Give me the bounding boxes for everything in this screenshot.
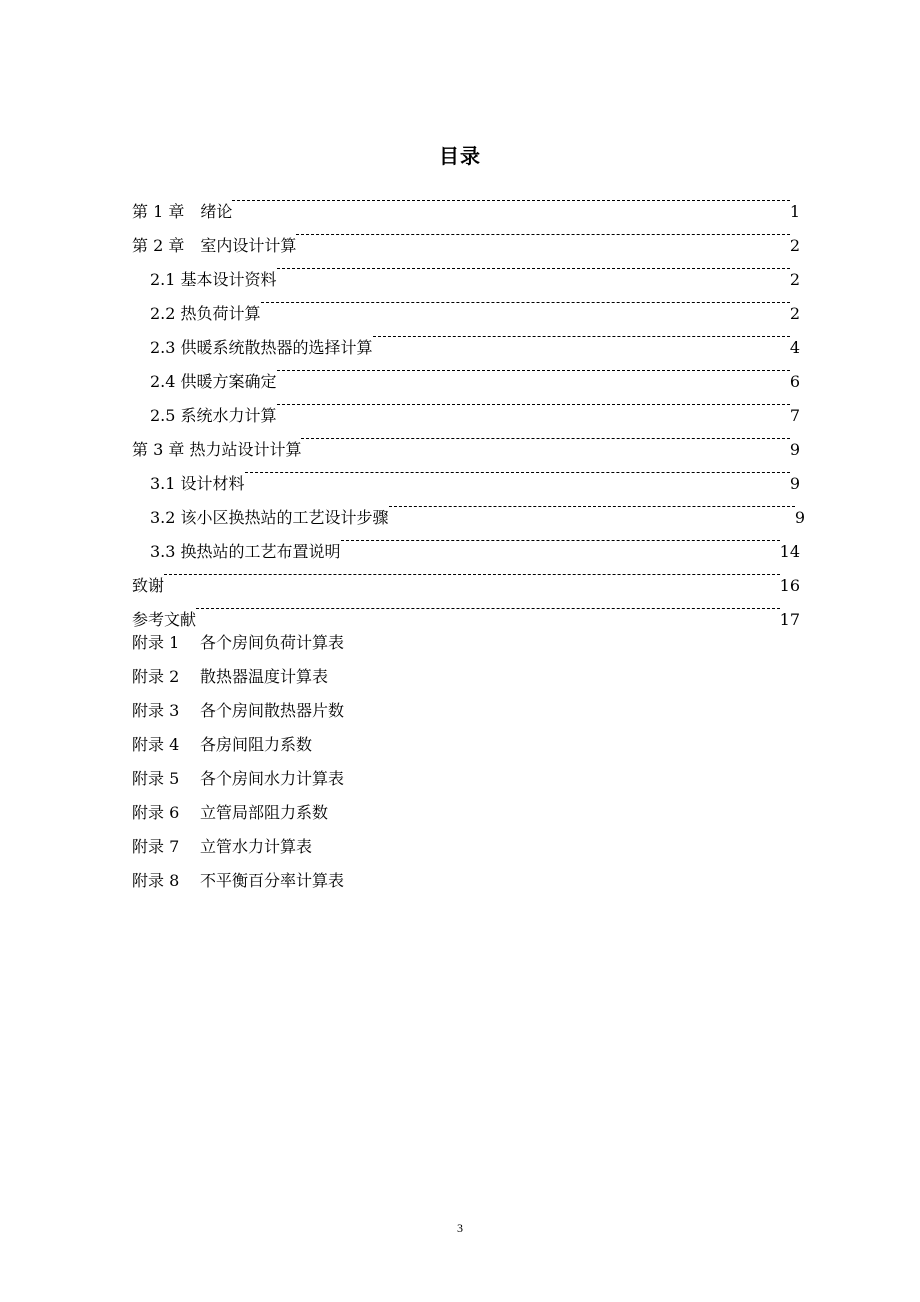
toc-page-number: 17	[779, 610, 800, 629]
appendix-item-2[interactable]	[132, 660, 800, 694]
toc-page-number: 9	[789, 474, 800, 493]
appendix-title: 各个房间负荷计算表	[200, 633, 345, 652]
appendix-item-7[interactable]	[132, 830, 800, 864]
appendix-title: 立管水力计算表	[200, 837, 313, 856]
toc-page-number: 2	[789, 236, 800, 255]
toc-entry-references[interactable]	[132, 591, 800, 629]
toc-dot-leader	[277, 353, 790, 387]
toc-entry-label: 参考文献	[132, 610, 197, 629]
appendix-label: 附录 8	[132, 871, 180, 890]
toc-entry-label: 第 3 章 热力站设计计算	[132, 440, 302, 459]
appendix-label: 附录 5	[132, 769, 180, 788]
toc-page-number: 14	[779, 542, 800, 561]
appendix-item-1[interactable]	[132, 626, 800, 660]
page-number: 3	[457, 1221, 463, 1235]
toc-entry-label: 第 1 章 绪论	[132, 202, 233, 221]
appendix-label: 附录 4	[132, 735, 180, 754]
toc-dot-leader	[341, 523, 780, 557]
appendix-label: 附录 2	[132, 667, 180, 686]
toc-entry-label: 3.1 设计材料	[150, 474, 245, 493]
toc-dot-leader	[164, 557, 780, 591]
toc-dot-leader	[389, 489, 795, 523]
toc-dot-leader	[261, 285, 790, 319]
toc-page-number: 2	[789, 304, 800, 323]
appendix-title: 各个房间水力计算表	[200, 769, 345, 788]
appendix-item-3[interactable]	[132, 694, 800, 728]
toc-entry-label: 2.2 热负荷计算	[150, 304, 261, 323]
toc-entry-label: 3.3 换热站的工艺布置说明	[150, 542, 341, 561]
appendix-title: 不平衡百分率计算表	[200, 871, 345, 890]
appendix-item-8[interactable]	[132, 864, 800, 898]
appendix-label: 附录 1	[132, 633, 180, 652]
toc-dot-leader	[373, 319, 790, 353]
toc-dot-leader	[277, 251, 790, 285]
appendix-title: 各房间阻力系数	[200, 735, 313, 754]
toc-page-number: 9	[794, 508, 805, 527]
appendix-item-4[interactable]	[132, 728, 800, 762]
appendix-item-6[interactable]	[132, 796, 800, 830]
toc-page-number: 1	[789, 202, 800, 221]
toc-entry-chapter-1[interactable]	[132, 183, 800, 221]
appendix-label: 附录 7	[132, 837, 180, 856]
toc-entry-label: 3.2 该小区换热站的工艺设计步骤	[150, 508, 389, 527]
toc-page-number: 4	[789, 338, 800, 357]
table-of-contents	[132, 183, 805, 629]
toc-page-number: 7	[789, 406, 800, 425]
toc-dot-leader	[296, 217, 789, 251]
toc-entry-label: 第 2 章 室内设计计算	[132, 236, 297, 255]
toc-dot-leader	[301, 421, 789, 455]
toc-title: 目录	[439, 144, 481, 168]
toc-entry-acknowledgements[interactable]	[132, 557, 800, 595]
toc-dot-leader	[245, 455, 790, 489]
toc-dot-leader	[196, 591, 780, 625]
toc-dot-leader	[232, 183, 789, 217]
toc-page-number: 9	[789, 440, 800, 459]
appendix-list	[132, 626, 800, 898]
toc-dot-leader	[277, 387, 790, 421]
appendix-title: 立管局部阻力系数	[200, 803, 329, 822]
appendix-item-5[interactable]	[132, 762, 800, 796]
toc-entry-label: 2.4 供暖方案确定	[150, 372, 277, 391]
toc-entry-label: 2.5 系统水力计算	[150, 406, 277, 425]
appendix-label: 附录 3	[132, 701, 180, 720]
toc-page-number: 2	[789, 270, 800, 289]
appendix-title: 散热器温度计算表	[200, 667, 329, 686]
appendix-label: 附录 6	[132, 803, 180, 822]
toc-entry-label: 2.3 供暖系统散热器的选择计算	[150, 338, 373, 357]
toc-page-number: 16	[779, 576, 800, 595]
toc-entry-label: 2.1 基本设计资料	[150, 270, 277, 289]
toc-entry-label: 致谢	[132, 576, 165, 595]
toc-page-number: 6	[789, 372, 800, 391]
appendix-title: 各个房间散热器片数	[200, 701, 345, 720]
